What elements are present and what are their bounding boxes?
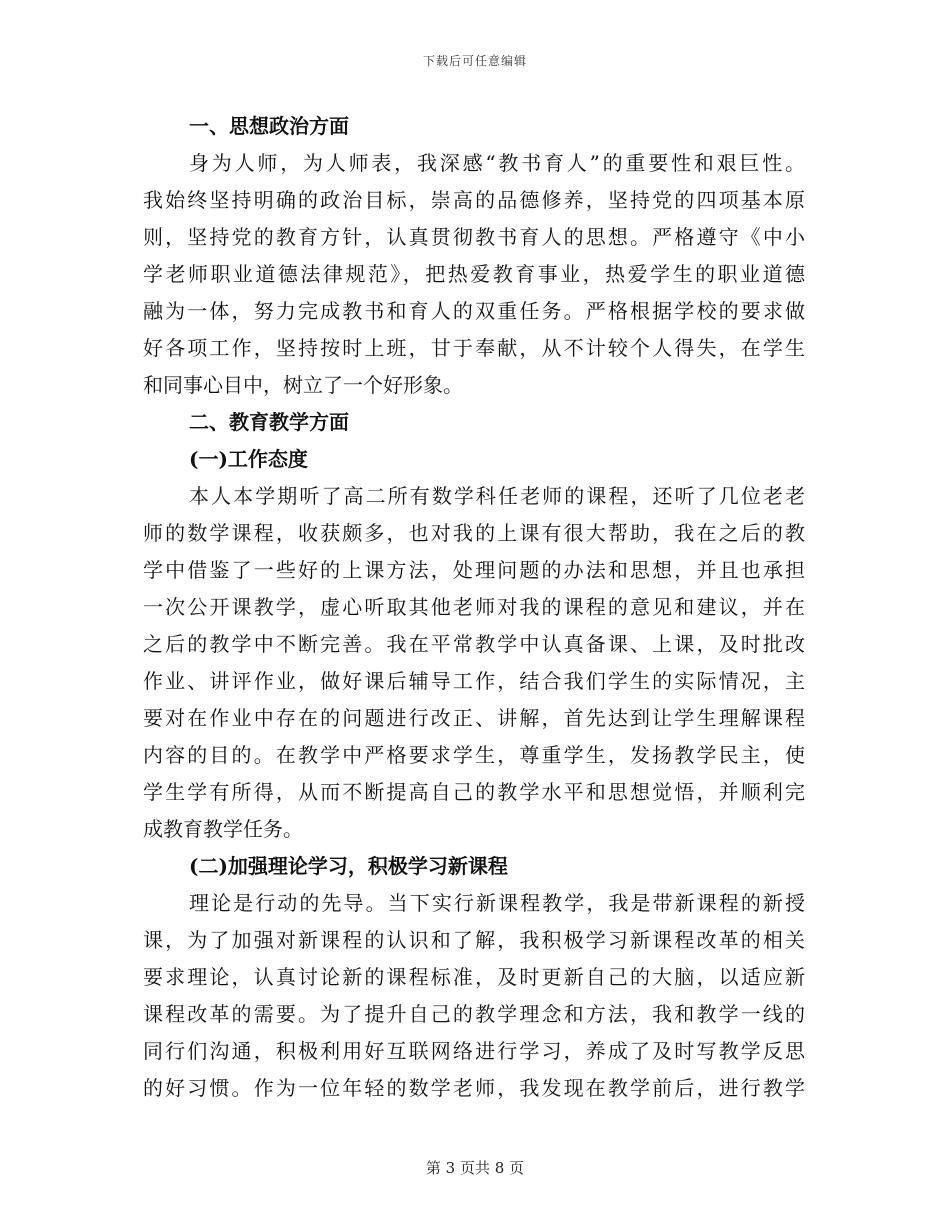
section-heading-politics: 一、思想政治方面 (189, 114, 349, 138)
paragraph-line: 同行们沟通，积极利用好互联网络进行学习，养成了及时写教学反思 (143, 1039, 805, 1063)
paragraph-line: 作业、讲评作业，做好课后辅导工作，结合我们学生的实际情况，主 (143, 669, 805, 693)
paragraph-line: 要对在作业中存在的问题进行改正、讲解，首先达到让学生理解课程 (143, 706, 805, 730)
paragraph-line: 学老师职业道德法律规范》，把热爱教育事业，热爱学生的职业道德 (143, 262, 805, 286)
paragraph-line: 要求理论，认真讨论新的课程标准，及时更新自己的大脑，以适应新 (143, 965, 805, 989)
paragraph-line: 一次公开课教学，虚心听取其他老师对我的课程的意见和建议，并在 (143, 595, 805, 619)
subsection-heading-theory: (二)加强理论学习，积极学习新课程 (189, 854, 508, 878)
section-heading-teaching: 二、教育教学方面 (189, 410, 349, 434)
paragraph-line: 师的数学课程，收获颇多，也对我的上课有很大帮助，我在之后的教 (143, 521, 805, 545)
paragraph-line: 的好习惯。作为一位年轻的数学老师，我发现在教学前后，进行教学 (143, 1076, 805, 1100)
subsection-heading-attitude: (一)工作态度 (189, 447, 308, 471)
paragraph-line: 身为人师，为人师表，我深感“教书育人”的重要性和艰巨性。 (189, 151, 805, 175)
paragraph-line: 课，为了加强对新课程的认识和了解，我积极学习新课程改革的相关 (143, 928, 805, 952)
paragraph-line: 本人本学期听了高二所有数学科任老师的课程，还听了几位老老 (189, 484, 805, 508)
paragraph-line: 融为一体，努力完成教书和育人的双重任务。严格根据学校的要求做 (143, 299, 805, 323)
paragraph-line: 好各项工作，坚持按时上班，甘于奉献，从不计较个人得失，在学生 (143, 336, 805, 360)
paragraph-line: 和同事心目中，树立了一个好形象。 (143, 373, 463, 397)
paragraph-line: 理论是行动的先导。当下实行新课程教学，我是带新课程的新授 (189, 891, 805, 915)
paragraph-line: 之后的教学中不断完善。我在平常教学中认真备课、上课，及时批改 (143, 632, 805, 656)
paragraph-line: 内容的目的。在教学中严格要求学生，尊重学生，发扬教学民主，使 (143, 743, 805, 767)
page-footer: 第 3 页共 8 页 (425, 1159, 525, 1177)
paragraph-line: 成教育教学任务。 (143, 817, 303, 841)
paragraph-line: 学中借鉴了一些好的上课方法，处理问题的办法和思想，并且也承担 (143, 558, 805, 582)
paragraph-line: 学生学有所得，从而不断提高自己的教学水平和思想觉悟，并顺利完 (143, 780, 805, 804)
page-header: 下载后可任意编辑 (422, 54, 527, 68)
paragraph-line: 我始终坚持明确的政治目标，崇高的品德修养，坚持党的四项基本原 (143, 188, 805, 212)
paragraph-line: 课程改革的需要。为了提升自己的教学理念和方法，我和教学一线的 (143, 1002, 805, 1026)
paragraph-line: 则，坚持党的教育方针，认真贯彻教书育人的思想。严格遵守《中小 (143, 225, 805, 249)
document-body (143, 108, 805, 1107)
